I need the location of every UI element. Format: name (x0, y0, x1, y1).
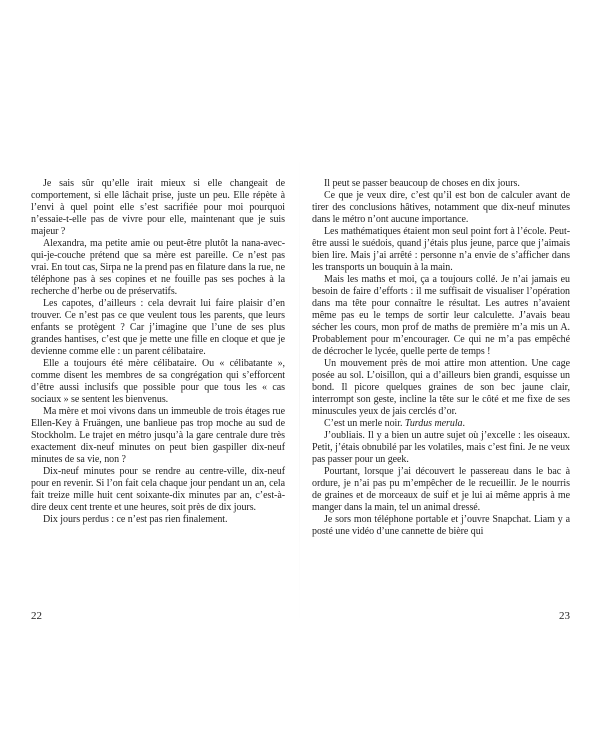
paragraph: Ma mère et moi vivons dans un immeuble de trois étages rue Ellen-Key à Fruängen, une banlieue pas trop moche au sud de Stockholm. Le trajet en métro jusqu’à la gare centrale dure très exactement dix-neuf minutes on peut bien gaspiller dix-neuf minutes de sa vie, non ? (31, 406, 285, 465)
paragraph: Il peut se passer beaucoup de choses en dix jours. (324, 178, 520, 189)
paragraph: Un mouvement près de moi attire mon attention. Une cage posée au sol. L’oisillon, qui a d’ailleurs bien grandi, esquisse un bond. Il picore quelques graines de son bec jaune clair, interrompt son geste, incline la tête sur le côté et me fixe de ses minuscules yeux de jais cerclés d’or. (312, 358, 570, 417)
paragraph: Dix-neuf minutes pour se rendre au centre-ville, dix-neuf pour en revenir. Si l’on fait cela chaque jour pendant un an, cela fait treize mille huit cent soixante-dix minutes par an, c’est-à-dire deux cent trente et une heures, soit près de dix jours. (31, 466, 285, 513)
page-number-right: 23 (559, 610, 570, 622)
paragraph: Ce que je veux dire, c’est qu’il est bon de calculer avant de tirer des conclusions hâtives, notamment que dix-neuf minutes dans le métro n’ont aucune importance. (312, 190, 570, 225)
paragraph: Alexandra, ma petite amie ou peut-être plutôt la nana-avec-qui-je-couche prétend que sa mère est pareille. Ce n’est pas vrai. En tout cas, Sirpa ne la prend pas en filature dans la rue, ne téléphone pas à ses copines et ne fouille pas ses poches à la recherche d’herbe ou de préservatifs. (31, 238, 286, 297)
paragraph: Mais les maths et moi, ça a toujours collé. Je n’ai jamais eu besoin de faire d’efforts : il me suffisait de visualiser l’opération dans ma tête pour connaître le résultat. Les autres n’avaient même pas eu le temps de sortir leur calculette. J’avais beau sécher les cours, mon prof de maths de première m’a mis un A. Probablement pour m’encourager. Ce qui ne m’a pas empêché de décrocher le lycée, quelle perte de temps ! (312, 274, 570, 357)
paragraph: Les mathématiques étaient mon seul point fort à l’école. Peut-être aussi le suédois, quand j’étais plus jeune, parce que j’aimais bien lire. Mais j’ai arrêté : personne n’a envie de s’afficher dans les transports un bouquin à la main. (312, 226, 570, 273)
paragraph: Dix jours perdus : ce n’est pas rien finalement. (43, 514, 228, 525)
right-page (312, 178, 570, 538)
paragraph: Les capotes, d’ailleurs : cela devrait lui faire plaisir d’en trouver. Ce n’est pas ce que veulent tous les parents, que leurs enfants se protègent ? Car j’imagine que l’une de ses plus grandes hantises, c’est que je mette une fille en cloque et que je devienne comme elle : un parent célibataire. (31, 298, 285, 357)
page-fold (299, 150, 300, 630)
paragraph: J’oubliais. Il y a bien un autre sujet où j’excelle : les oiseaux. Petit, j’étais obnubilé par les volatiles, mais c’est fini. Je ne veux pas passer pour un geek. (312, 430, 570, 465)
page-number-left: 22 (31, 610, 42, 622)
latin-species-name: Turdus merula (404, 418, 463, 429)
left-page (31, 178, 285, 526)
paragraph: Je sais sûr qu’elle irait mieux si elle changeait de comportement, si elle lâchait prise, juste un peu. Elle répète à l’envi à quel point elle s’est sacrifiée pour moi pourquoi n’essaie-t-elle pas de vivre pour elle, maintenant que je suis majeur ? (31, 178, 285, 237)
paragraph: Pourtant, lorsque j’ai découvert le passereau dans le bac à ordure, je n’ai pas pu m’empêcher de le recueillir. Je le nourris de graines et de morceaux de suif et je lui ai même appris à me manger dans la main, tel un animal dressé. (312, 466, 570, 513)
paragraph: Je sors mon téléphone portable et j’ouvre Snapchat. Liam y a posté une vidéo d’une cannette de bière qui (312, 514, 570, 537)
paragraph-merle: C’est un merle noir. Turdus merula. (324, 418, 465, 429)
paragraph: Elle a toujours été mère célibataire. Ou « célibatante », comme disent les membres de sa congrégation qui s’efforcent d’être aussi inclusifs que possible pour que tous les « cas sociaux » se sentent les bienvenus. (31, 358, 285, 405)
